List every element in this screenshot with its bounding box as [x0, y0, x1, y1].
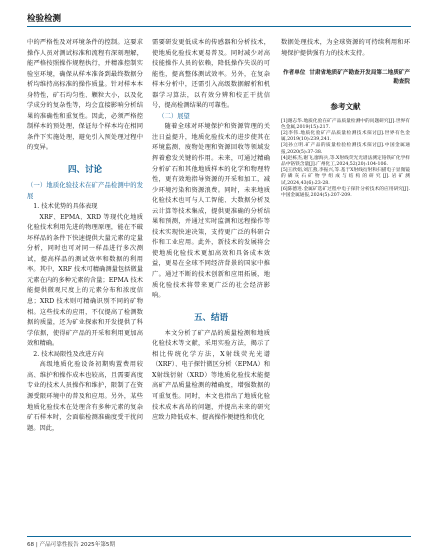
- page-footer: [27, 536, 411, 550]
- affiliation-label: 作者单位: [283, 70, 306, 77]
- page-header: [27, 8, 411, 28]
- affiliation-text: 甘肃省地质矿产勘查开发局第二地质矿产勘查院: [309, 70, 410, 85]
- paragraph: 中的严格性及对环境条件的控制。这要求操作人员对测试标准和流程有深刻理解，能严格按照操作规程执行，并精准控制实验室环境，确保从样本准备到最终数据分析均维持高标准的操作质量。针对样本本身特性，矿石均匀性、颗粒大小，以及化学成分的复杂性等，均会直接影响分析结果的准确性和重复性。因此，必须严格控制样本的预处理，保证每个样本均在相同条件下实施处理，避免引入预处理过程中的变异。: [27, 39, 143, 152]
- paragraph: 需要研发更低成本的传感器和分析技术，使地质化验技术更易普及。同时减少对高技能操作人员的依赖，降低操作失误的可能性，提高整体测试效率。另外，在复杂样本分析中，还需引入高级数据解析和机器学习算法，以有效分辨和校正干扰信号，提高检测结果的可靠性。: [152, 39, 270, 110]
- reference-item: [5]王欣娟,刘江燕,李振兴,等.基于X射线衍射和扫描电子显微镜的磷灰石矿物学组成与结构的研究[J].岩矿测试,2024,43(6):23-28.: [281, 168, 410, 186]
- paragraph: XRF、EPMA、XRD 等现代化地质化验技术利用先进的物理原理，能在不破坏样品的条件下快速提供大量元素的定量分析，同时也可对同一样品进行多次测试，提高样品的测试效率和数据的利用率。其中，XRF 技术可精确测量包括微量元素在内的多种元素的含量；EPMA 技术能提供微观尺度上的元素分布和浓度信息；XRD 技术则可精确识别不同的矿物相。这些技术的应用，不仅提高了检测数据的质量，还为矿业探索和开发提供了科学依据，使得矿产品的开采和利用更加高效和精确。: [27, 213, 143, 348]
- column-2: [152, 38, 270, 424]
- reference-item: [2]李伟.地质化验矿产品质量检测技术探讨[J].世界有色金属,2019(10):239,241.: [281, 131, 410, 143]
- reference-item: [1]谢志华.地质化验在矿产品质量检测中的问题研究[J].世界有色金属,2019(15):217.: [281, 118, 410, 130]
- minor-heading-limitations: 2. 技术局限性及改进方向: [33, 350, 104, 358]
- subsection-heading-outlook: （二）展望: [158, 112, 190, 120]
- minor-heading-advantages: 1. 技术优势的具体表现: [33, 203, 98, 211]
- column-1: [27, 38, 143, 434]
- footer-text: 68 | 产品可靠性报告 2025年第5期: [27, 542, 116, 548]
- section-title: 检验检测: [27, 14, 62, 24]
- author-affiliation: [281, 69, 410, 86]
- reference-item: [6]陈德进.金属矿选矿过程中电子探针分析技术的应用研究[J].中国金属通报,2024(5):207-209.: [281, 186, 410, 199]
- paragraph: 数据处理技术，为全球资源的可持续利用和环境保护提供强有力的技术支持。: [281, 39, 410, 57]
- column-3: [281, 38, 410, 199]
- paragraph: 随着全球对环境保护和资源管理的关注日益提升，地质化验技术的进步使其在环境监测、废物处理和资源回收等领域发挥着愈发关键的作用。未来，可通过精确分析矿石和其他地质样本的化学和物理特性，更有效地指导资源的开采和加工，减少环境污染和资源浪费。同时，未来地质化验技术也可与人工智能、大数据分析及云计算等技术集成，提供更准确的分析结果和预测，并通过实时监测和远程操作等技术实现快速决策，支持更广泛的科研合作和工业应用。此外，新技术的发展将会使地质化验技术更加高效和具备成本效益，更易在全球不同经济背景的国家中推广。通过不断的技术创新和应用拓展，地质化验技术将带来更广泛的社会经济影响。: [152, 123, 270, 300]
- reference-item: [4]赵栋杰,谢飞,廖海兵,等.X射线荧光光谱法测定铬铁矿化学样品中铬铁含量[J].广州化工,2024,52(20):104-106.: [281, 155, 410, 168]
- reference-list: [281, 119, 410, 200]
- reference-item: [3]孙立明.矿产品的质量检验检测技术探讨[J].中国金属通报,2020(5):37-38.: [281, 143, 410, 155]
- footer-divider: [27, 536, 411, 537]
- references-heading: 参考文献: [330, 102, 361, 112]
- header-divider: [27, 26, 411, 27]
- section-heading-conclusion: 五、结语: [193, 312, 228, 323]
- subsection-heading-development: （一）地质化验技术在矿产品检测中的发展: [27, 182, 143, 200]
- paragraph: 高级地质化验设备初期购置费用较高、维护和操作成本也较高，且需要高度专业的技术人员操作和维护，限制了在资源受限环境中的普及和应用。另外，某些地质化验技术在处理含有多种元素的复杂矿石样本时，会面临检测准确度受干扰问题。因此，: [27, 361, 143, 432]
- section-heading-discussion: 四、讨论: [67, 165, 102, 176]
- paragraph: 本文分析了矿产品的质量检测和地质化验技术等文献，采用实验方法，揭示了相比传统化学方法，X射线荧光光谱（XRF）、电子探针微区分析（EPMA）和X射线衍射（XRD）等地质化验技术能提高矿产品质量检测的精确度，增强数据的可重复性。同时，本文也指出了地质化验技术成本高昂的问题，并提出未来的研究应致力降低成本、提高操作便捷性和优化: [152, 329, 270, 422]
